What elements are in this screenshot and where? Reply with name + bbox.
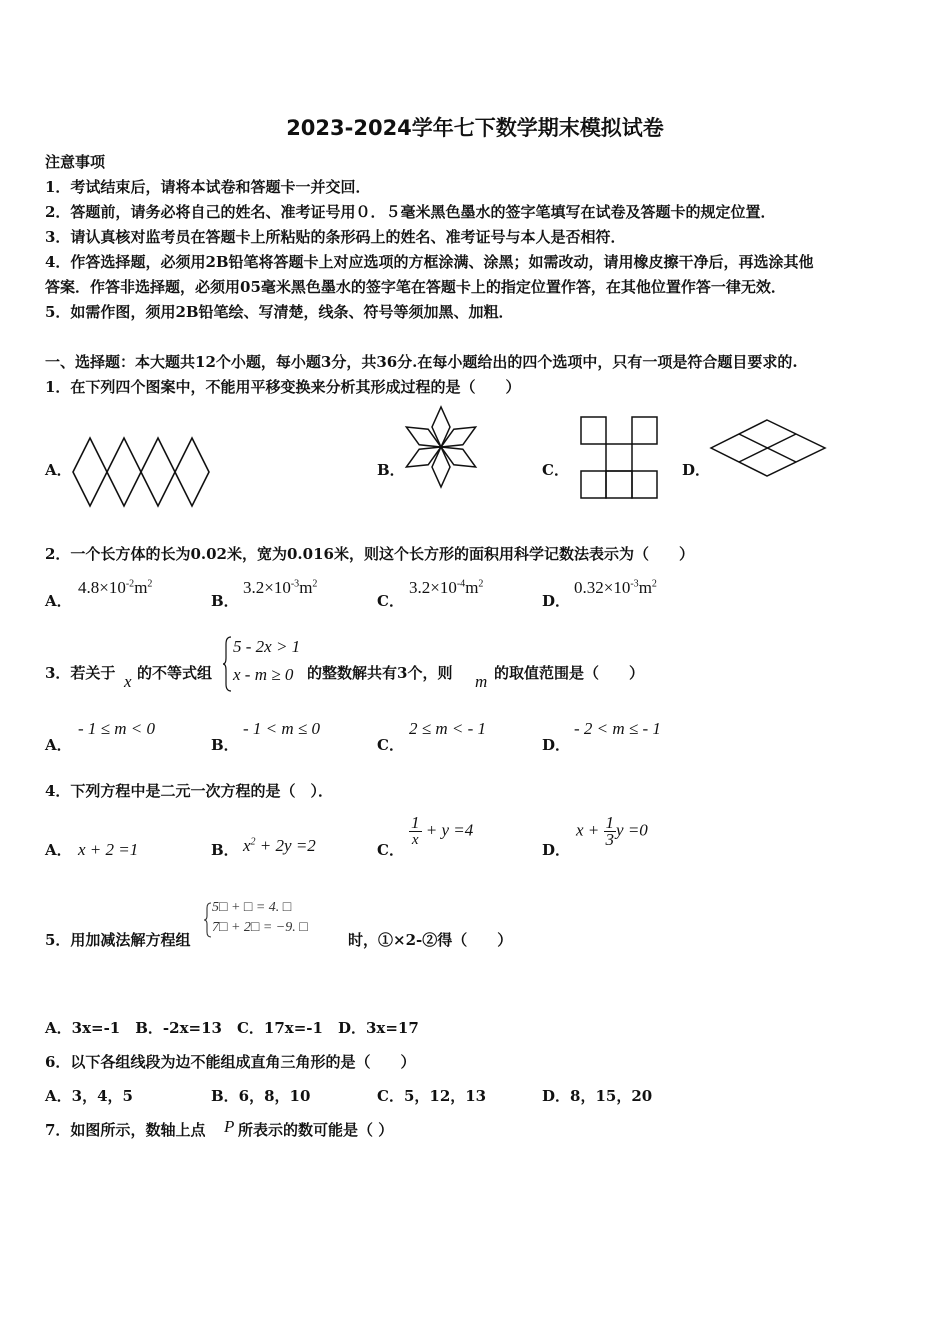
q4-option-b-label: B． (211, 841, 239, 859)
notice-heading: 注意事项 (45, 153, 106, 171)
question-5-stem-b: 时，①×2-②得（ ） (348, 931, 513, 949)
q5-equation-1: 5□ + □ = 4. □ (212, 900, 292, 915)
notice-item: 5．如需作图，须用2B铅笔绘、写清楚，线条、符号等须加黑、加粗． (45, 303, 514, 321)
q1-option-a-label: A． (45, 461, 72, 479)
question-3-stem-a: 3．若关于 (45, 664, 116, 682)
q1-option-b-label: B． (377, 461, 405, 479)
question-7-stem-a: 7．如图所示，数轴上点 (45, 1121, 206, 1139)
question-3-stem-c: 的整数解共有3个，则 (307, 664, 453, 682)
question-6-stem: 6．以下各组线段为边不能组成直角三角形的是（ ） (45, 1053, 416, 1071)
q1-figure-b (403, 404, 479, 490)
q3-option-a-label: A． (45, 736, 72, 754)
q3-system-brace (222, 636, 232, 692)
question-1-stem: 1．在下列四个图案中，不能用平移变换来分析其形成过程的是（ ） (45, 378, 521, 396)
q3-option-d-label: D． (542, 736, 571, 754)
q1-figure-d (709, 418, 829, 478)
q3-var-x: x (124, 672, 132, 691)
notice-item: 1．考试结束后，请将本试卷和答题卡一并交回． (45, 178, 371, 196)
q4-option-d-value: x + $\frac{1}{3}$ y =0 (576, 813, 648, 849)
q3-var-m: m (475, 672, 488, 691)
section-heading: 一、选择题：本大题共12个小题，每小题3分，共36分.在每小题给出的四个选项中，只有一项是符合题目要求的. (45, 353, 798, 371)
question-3-stem-b: 的不等式组 (137, 664, 213, 682)
q6-option-a: A．3，4，5 (45, 1087, 133, 1105)
question-5-stem-a: 5．用加减法解方程组 (45, 931, 191, 949)
q2-option-c-value: $3.2\times 10^{-4}m^2$ (409, 578, 484, 597)
q6-option-b: B．6，8，10 (211, 1087, 311, 1105)
q3-inequality-2: x - m ≥ 0 (233, 665, 294, 684)
question-2-stem: 2．一个长方体的长为0.02米，宽为0.016米，则这个长方形的面积用科学记数法表示为（ ） (45, 545, 694, 563)
q7-point-p: P (224, 1117, 235, 1136)
q4-option-c-label: C． (377, 841, 404, 859)
q1-option-c-label: C． (542, 461, 569, 479)
q3-inequality-1: 5 - 2x > 1 (233, 637, 301, 656)
q5-options: A．3x=-1 B．-2x=13 C．17x=-1 D．3x=17 (45, 1019, 419, 1037)
page-title: 2023-2024学年七下数学期末模拟试卷 (286, 116, 664, 140)
q3-option-b-label: B． (211, 736, 239, 754)
q2-option-a-label: A． (45, 592, 72, 610)
q5-system-brace (203, 902, 212, 938)
notice-item: 4．作答选择题，必须用2B铅笔将答题卡上对应选项的方框涂满、涂黑；如需改动，请用橡皮擦干净后，再选涂其他 (45, 253, 814, 271)
notice-item: 答案．作答非选择题，必须用05毫米黑色墨水的签字笔在答题卡上的指定位置作答，在其他位置作答一律无效． (45, 278, 786, 296)
q3-option-a-value: - 1 ≤ m < 0 (78, 719, 155, 738)
q2-option-c-label: C． (377, 592, 404, 610)
q2-option-b-label: B． (211, 592, 239, 610)
q2-option-b-value: $3.2\times 10^{-3}m^2$ (243, 578, 318, 597)
question-7-stem-b: 所表示的数可能是（ ） (238, 1121, 394, 1139)
q4-option-d-label: D． (542, 841, 571, 859)
notice-item: 3．请认真核对监考员在答题卡上所粘贴的条形码上的姓名、准考证号与本人是否相符． (45, 228, 626, 246)
notice-item: 2．答题前，请务必将自己的姓名、准考证号用０．５毫米黑色墨水的签字笔填写在试卷及答题卡的规定位置． (45, 203, 776, 221)
q4-option-a-value: x + 2 =1 (78, 840, 139, 859)
q2-option-d-label: D． (542, 592, 571, 610)
q1-option-d-label: D． (682, 461, 711, 479)
q1-figure-a (70, 436, 215, 508)
question-4-stem: 4．下列方程中是二元一次方程的是（ ）． (45, 782, 333, 800)
q3-option-d-value: - 2 < m ≤ - 1 (574, 719, 661, 738)
q4-option-b-value: $x^2 + 2y =2$ (243, 836, 316, 855)
q6-option-c: C．5，12，13 (377, 1087, 487, 1105)
question-3-stem-d: 的取值范围是（ ） (494, 664, 645, 682)
q3-option-b-value: - 1 < m ≤ 0 (243, 719, 320, 738)
q5-equation-2: 7□ + 2□ = −9. □ (212, 920, 308, 935)
q4-option-c-value: $\frac{1}{x}$ + y =4 (411, 813, 474, 848)
q2-option-d-value: $0.32\times 10^{-3}m^2$ (574, 578, 657, 597)
q3-option-c-value: 2 ≤ m < - 1 (409, 719, 486, 738)
q2-option-a-value: $4.8\times 10^{-2}m^2$ (78, 578, 153, 597)
q3-option-c-label: C． (377, 736, 404, 754)
q1-figure-c (579, 414, 661, 501)
q4-option-a-label: A． (45, 841, 72, 859)
q6-option-d: D．8，15，20 (542, 1087, 653, 1105)
